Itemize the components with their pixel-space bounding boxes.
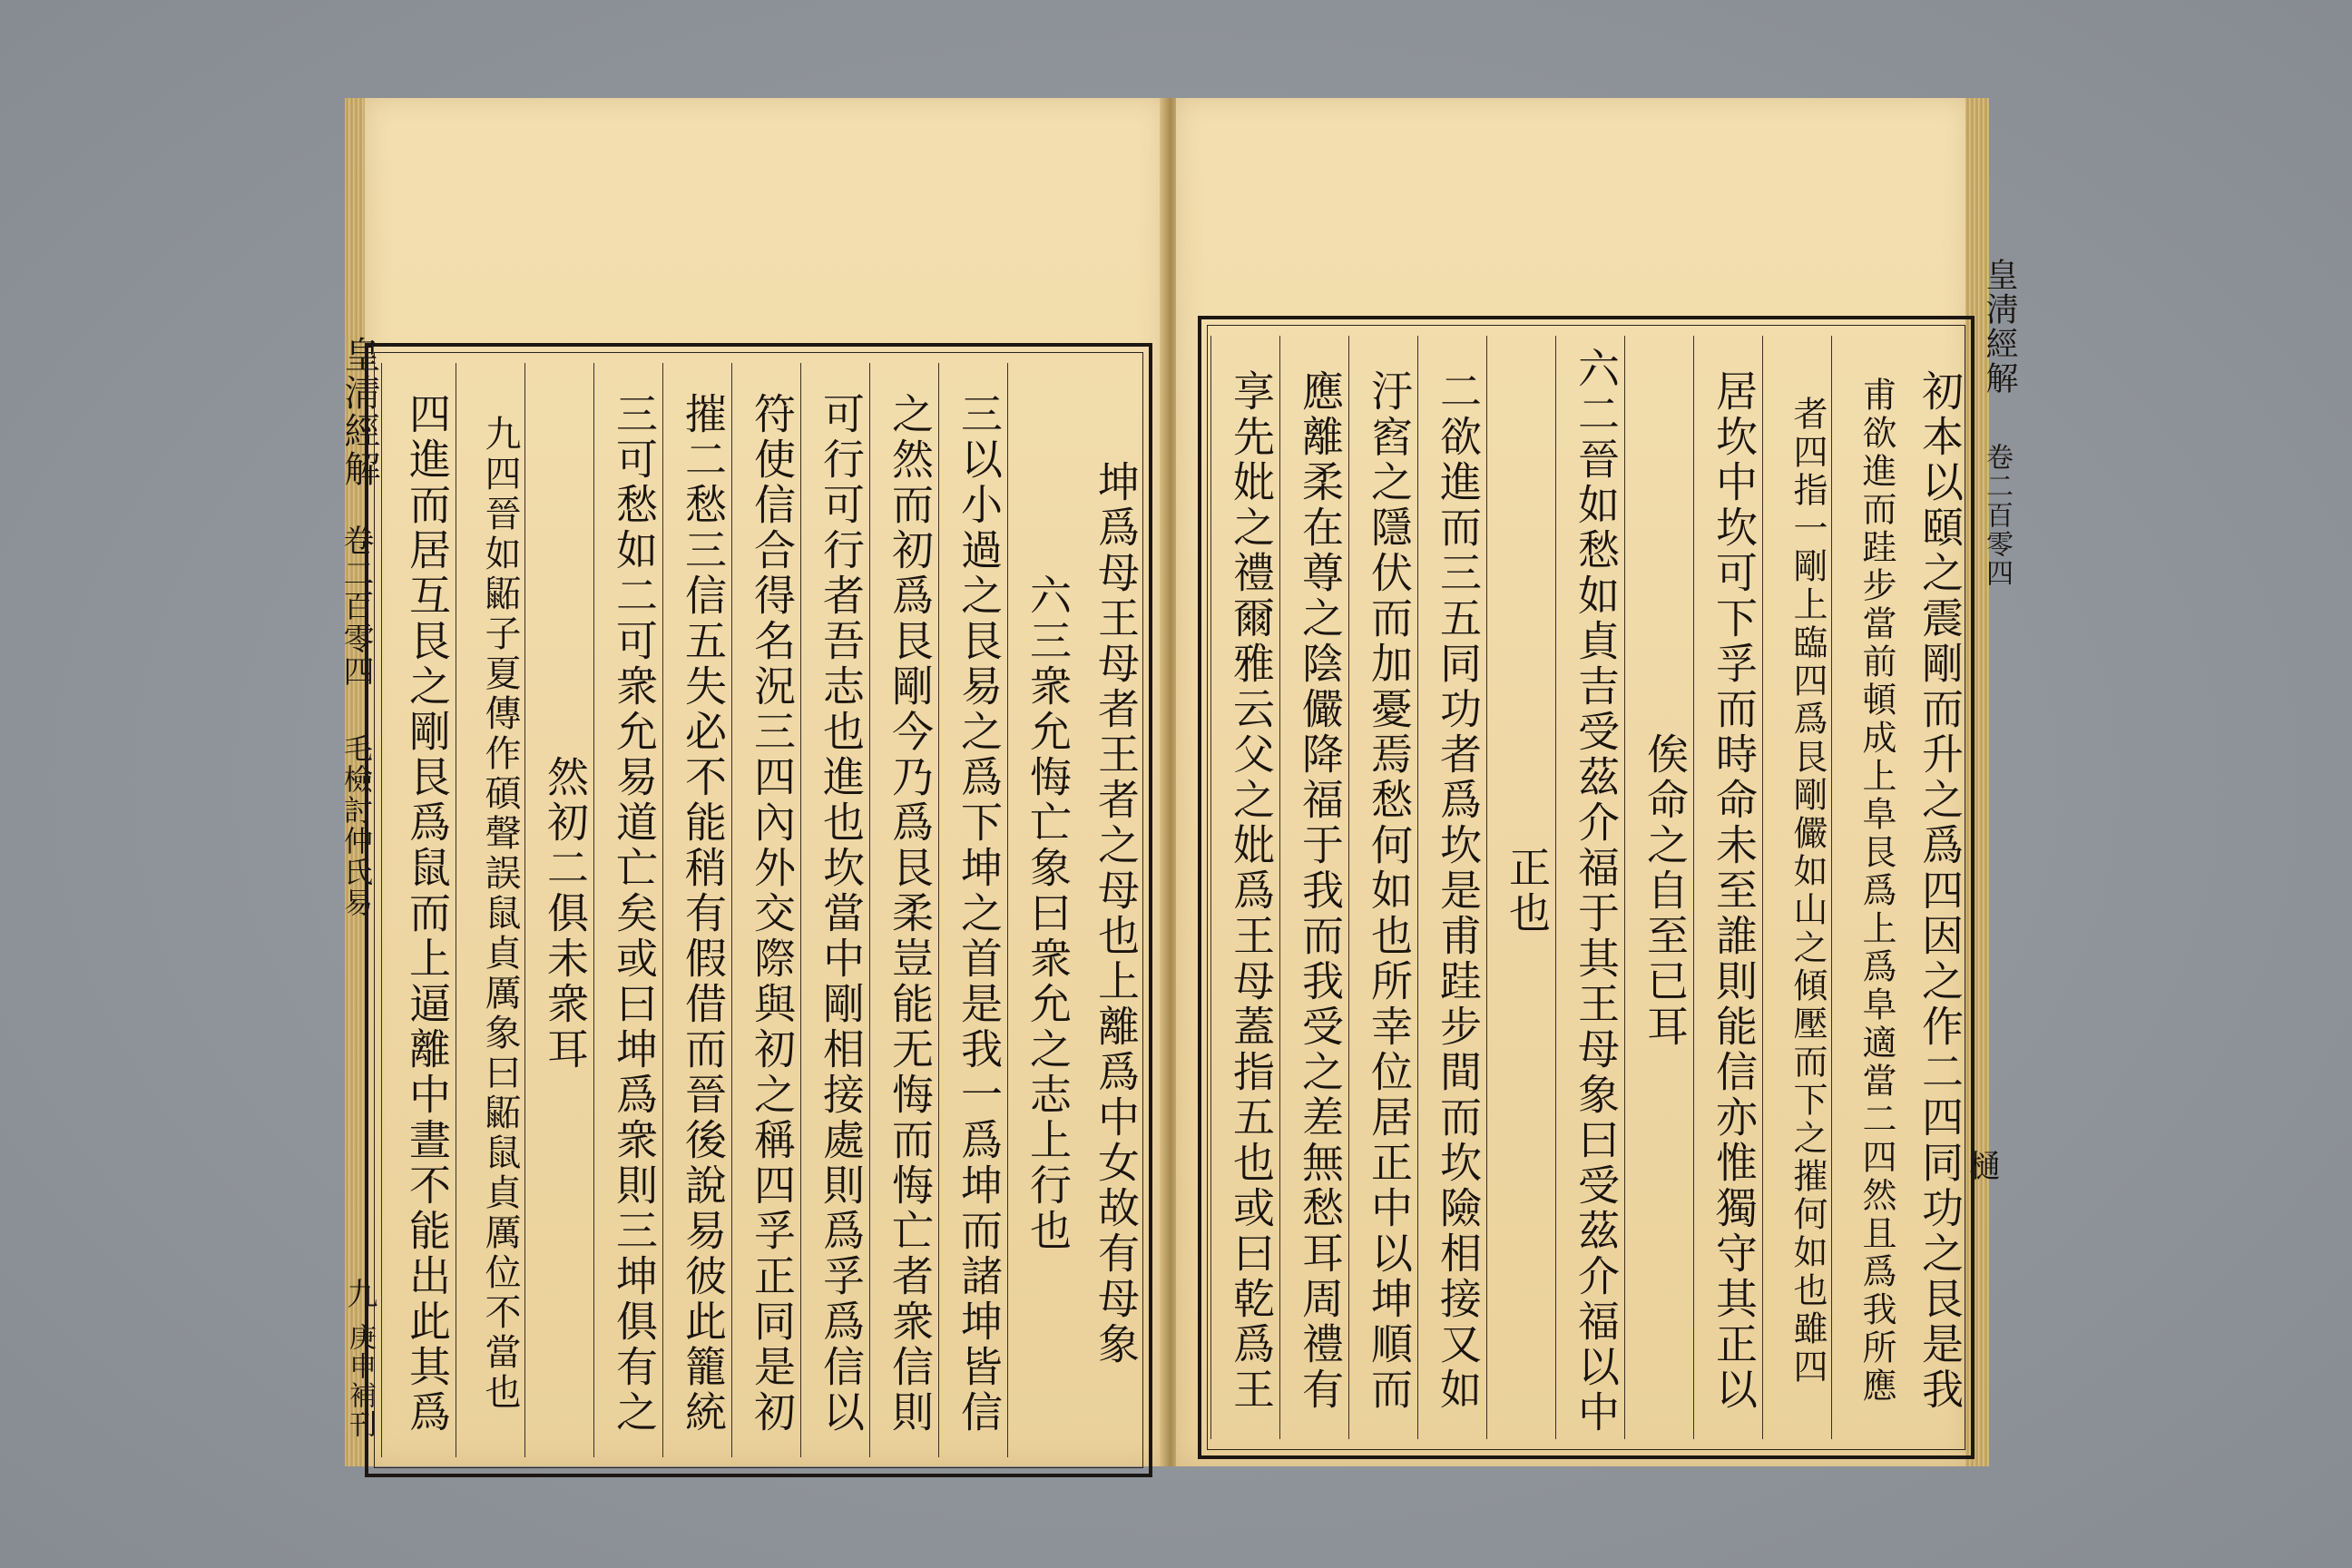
text-column: 然初二俱未衆耳	[524, 363, 594, 1457]
right-margin-volume: 卷二百零四	[1981, 443, 2013, 588]
left-margin-page: 九	[341, 1278, 377, 1310]
left-margin-author: 毛檢討仲氏易	[339, 733, 374, 918]
text-column: 符使信合得名況三四內外交際與初之稱四孚正同是初	[731, 363, 801, 1457]
text-column: 坤爲母王母者王者之母也上離爲中女故有母象	[1092, 460, 1141, 1367]
text-column: 初本以頤之震剛而升之爲四因之作二四同功之艮是我	[1916, 369, 1965, 1413]
text-column: 居坎中坎可下孚而時命未至誰則能信亦惟獨守其正以	[1693, 336, 1763, 1439]
text-column: 者四指一剛上臨四爲艮剛儼如山之傾壓而下之摧何如也雖四	[1762, 336, 1832, 1439]
right-text-frame	[1198, 316, 1975, 1459]
text-column: 甫欲進而跬步當前頓成上阜艮爲上爲阜適當二四然且爲我所應	[1831, 336, 1901, 1439]
text-column: 俟命之自至已耳	[1624, 336, 1694, 1439]
text-column: 摧二愁三信五失必不能稍有假借而晉後說易彼此籠統	[662, 363, 732, 1457]
left-text-frame	[365, 343, 1152, 1477]
text-column: 六三衆允悔亡象曰衆允之志上行也	[1007, 363, 1077, 1457]
text-column: 之然而初爲艮剛今乃爲艮柔豈能无悔而悔亡者衆信則	[869, 363, 939, 1457]
text-column: 四進而居互艮之剛艮爲鼠而上逼離中晝不能出此其爲	[381, 363, 456, 1457]
text-column: 六二晉如愁如貞吉受茲介福于其王母象曰受茲介福以中	[1555, 336, 1625, 1439]
text-column: 可行可行者吾志也進也坎當中剛相接處則爲孚爲信以	[800, 363, 870, 1457]
text-column: 九四晉如鼫子夏傳作碩聲誤鼠貞厲象曰鼫鼠貞厲位不當也	[456, 363, 525, 1457]
text-column: 三可愁如二可衆允易道亡矣或曰坤爲衆則三坤俱有之	[593, 363, 663, 1457]
text-column: 汙窞之隱伏而加憂焉愁何如也所幸位居正中以坤順而	[1348, 336, 1418, 1439]
left-margin-note: 庚申補刊	[344, 1323, 376, 1439]
text-column: 正也	[1486, 336, 1556, 1439]
text-column: 三以小過之艮易之爲下坤之首是我一爲坤而諸坤皆信	[938, 363, 1008, 1457]
open-book	[338, 98, 2018, 1466]
right-margin-title: 皇淸經解	[1981, 258, 2018, 396]
right-margin-mark: 樋	[1969, 1149, 2000, 1185]
text-column: 享先妣之禮爾雅云父之妣爲王母蓋指五也或曰乾爲王	[1210, 336, 1280, 1439]
left-margin-title: 皇淸經解	[338, 336, 380, 488]
left-margin-volume: 卷二百零四	[338, 524, 374, 688]
text-column: 二欲進而三五同功者爲坎是甫跬步間而坎險相接又如	[1417, 336, 1487, 1439]
text-column: 應離柔在尊之陰儼降福于我而我受之差無愁耳周禮有	[1279, 336, 1349, 1439]
